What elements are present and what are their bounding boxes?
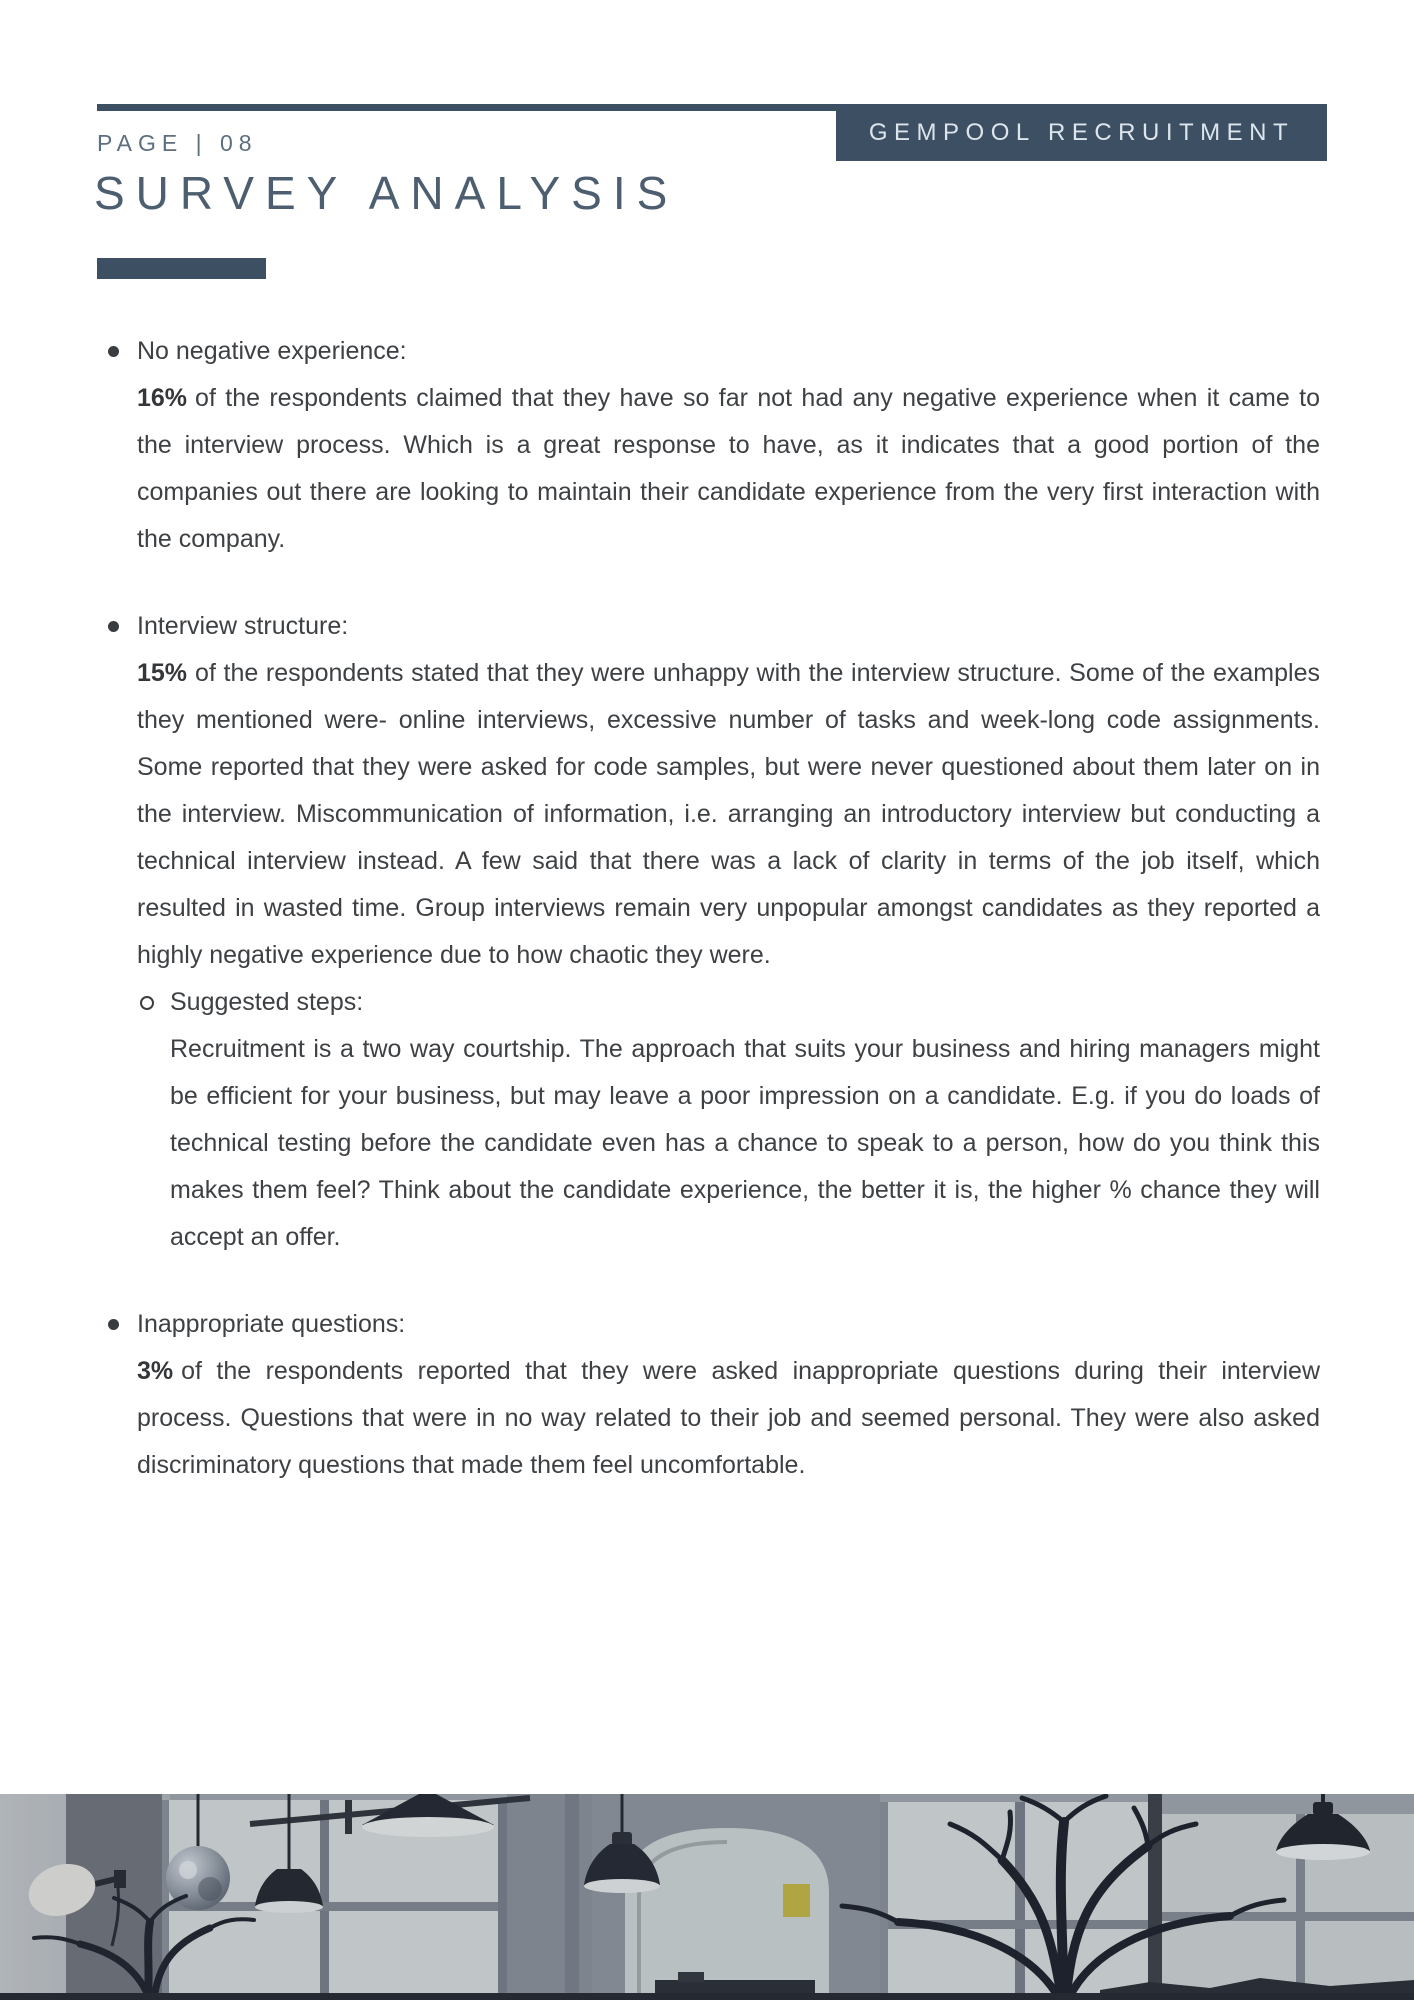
bullet-body (137, 375, 1320, 563)
list-item (108, 328, 1320, 563)
bullet-heading: Inappropriate questions: (137, 1310, 406, 1338)
page-title: SURVEY ANALYSIS (94, 167, 679, 219)
brand-badge (836, 104, 1327, 161)
header-rule (97, 104, 836, 111)
sub-bullet-heading: Suggested steps: (170, 988, 364, 1016)
bullet-body (137, 1348, 1320, 1489)
bullet-dot-icon (108, 346, 119, 357)
bullet-body-text: of the respondents reported that they were asked inappropriate questions during their interview process. Questions that were in no way related to their job and seemed personal. They were also asked discriminatory questions that made them feel uncomfortable. (137, 1357, 1320, 1479)
list-item (108, 603, 1320, 1261)
bullet-body-text: of the respondents stated that they were unhappy with the interview structure. Some of the examples they mentioned were- online interviews, excessive number of tasks and week-long code assignments. Some reported that they were asked for code samples, but were never questioned about them later on in the interview. Miscommunication of information, i.e. arranging an introductory interview but conducting a technical interview instead. A few said that there was a lack of clarity in terms of the job itself, which resulted in wasted time. Group interviews remain very unpopular amongst candidates as they reported a highly negative experience due to how chaotic they were. (137, 659, 1320, 969)
bullet-heading: No negative experience: (137, 337, 407, 365)
brand-badge-label: GEMPOOL RECRUITMENT (868, 118, 1295, 146)
sub-list-item (140, 979, 1320, 1261)
sub-bullet-circle-icon (140, 996, 154, 1010)
survey-analysis-content (108, 328, 1320, 1489)
bullet-body-text: of the respondents claimed that they have so far not had any negative experience when it came to the interview process. Which is a great response to have, as it indicates that a good portion of the companies out there are looking to maintain their candidate experience from the very first interaction with the company. (137, 384, 1320, 553)
sub-bullet-body: Recruitment is a two way courtship. The approach that suits your business and hiring managers might be efficient for your business, but may leave a poor impression on a candidate. E.g. if you do loads of technical testing before the candidate even has a chance to speak to a person, how do you think this makes them feel? Think about the candidate experience, the better it is, the higher % chance they will accept an offer. (170, 1035, 1320, 1251)
list-item (108, 1301, 1320, 1489)
photo-tint-overlay (0, 1794, 1414, 2000)
stat-value: 15% (137, 659, 188, 687)
bullet-dot-icon (108, 621, 119, 632)
office-interior-photo (0, 1794, 1414, 2000)
page-number-label: PAGE | 08 (97, 130, 258, 156)
title-underline-bar (97, 258, 266, 279)
bullet-body (137, 650, 1320, 979)
stat-value: 16% (137, 384, 188, 412)
bullet-heading: Interview structure: (137, 612, 349, 640)
bullet-dot-icon (108, 1319, 119, 1330)
stat-value: 3% (137, 1357, 174, 1385)
